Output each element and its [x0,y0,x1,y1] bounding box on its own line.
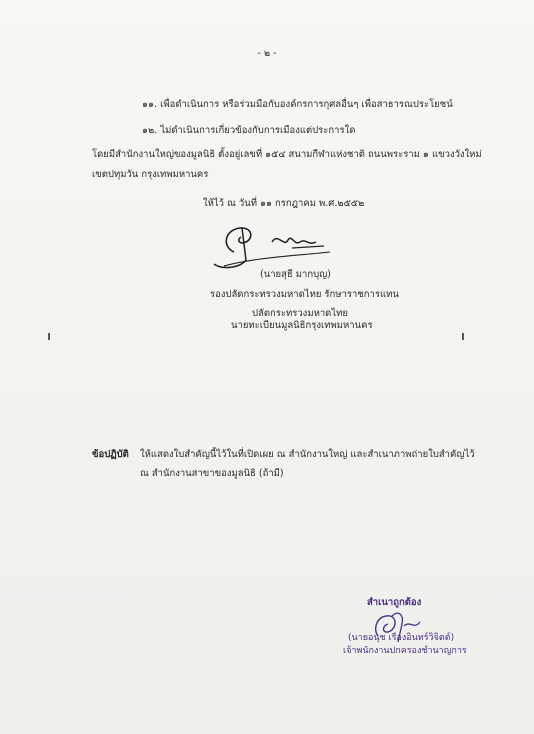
item-11: ๑๑. เพื่อดำเนินการ หรือร่วมมือกับองค์กรการกุศลอื่นๆ เพื่อสาธารณประโยชน์ [142,99,453,110]
office-line-1: โดยมีสำนักงานใหญ่ของมูลนิธิ ตั้งอยู่เลขที่ ๑๕๔ สนามกีฬาแห่งชาติ ถนนพระราม ๑ แขวงวังใหม่ [92,149,482,160]
signer-title-2: ปลัดกระทรวงมหาดไทย [252,308,348,319]
scan-mark-left [48,333,50,340]
note-line-1: ให้แสดงใบสำคัญนี้ไว้ในที่เปิดเผย ณ สำนักงานใหญ่ และสำเนาภาพถ่ายใบสำคัญไว้ [140,449,475,460]
note-line-2: ณ สำนักงานสาขาของมูลนิธิ (ถ้ามี) [140,468,284,479]
registrar-signature [212,212,342,272]
signer-name: (นายสุธี มากบุญ) [260,269,331,280]
certifier-title: เจ้าพนักงานปกครองชำนาญการ [343,646,467,656]
office-line-2: เขตปทุมวัน กรุงเทพมหานคร [92,169,209,180]
scan-mark-right [462,333,464,340]
note-label: ข้อปฏิบัติ [92,449,129,460]
certifier-name: (นายอนุช เรืองอินทร์วิจิตต์) [348,633,455,643]
item-12: ๑๒. ไม่ดำเนินการเกี่ยวข้องกับการเมืองแต่ประการใด [142,125,356,136]
certified-copy-heading: สำเนาถูกต้อง [367,597,422,608]
signer-title-3: นายทะเบียนมูลนิธิกรุงเทพมหานคร [231,320,373,331]
issue-date: ให้ไว้ ณ วันที่ ๑๑ กรกฎาคม พ.ศ.๒๕๕๒ [203,198,365,209]
page-number: - ๒ - [257,48,277,59]
signer-title-1: รองปลัดกระทรวงมหาดไทย รักษาราชการแทน [210,289,399,300]
